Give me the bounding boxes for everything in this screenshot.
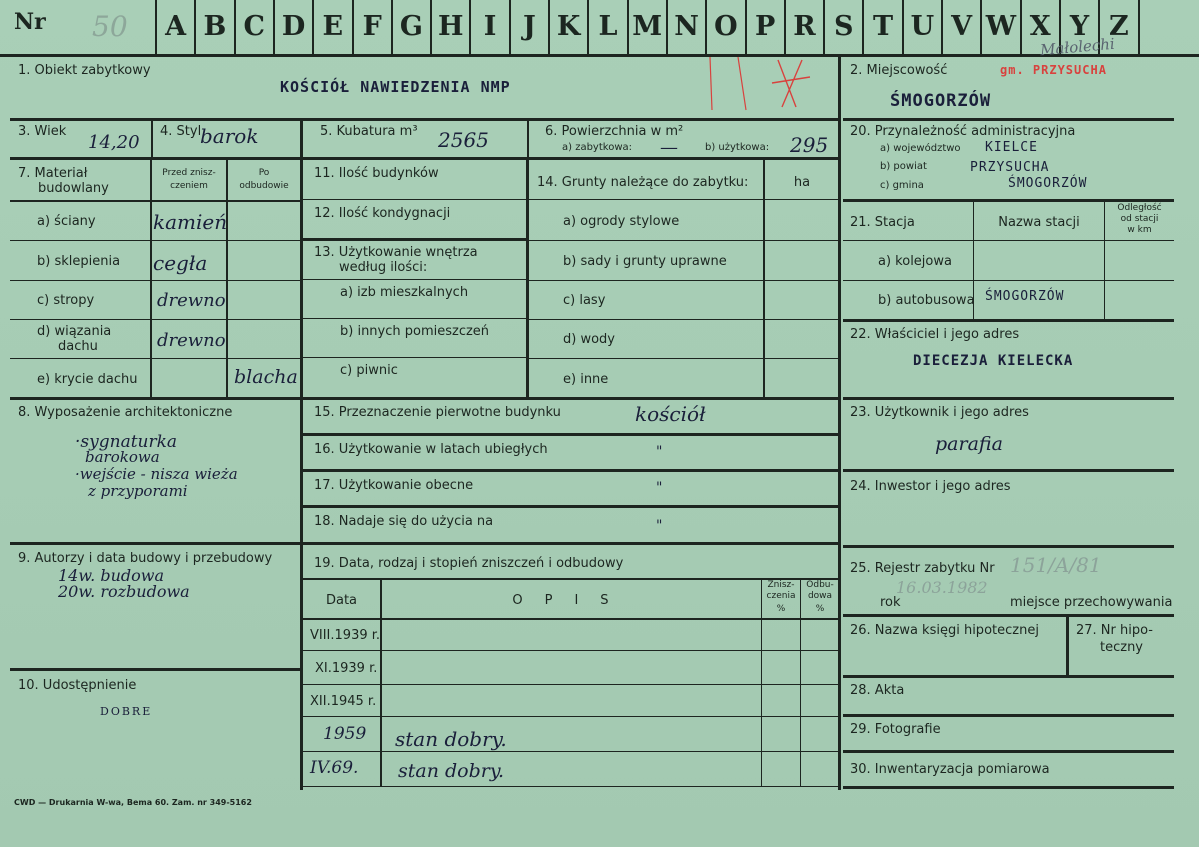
label-14: 14. Grunty należące do zabytku: bbox=[537, 175, 749, 190]
value-sciany: kamień bbox=[153, 210, 228, 234]
r-row21a bbox=[843, 240, 1174, 241]
index-divider bbox=[430, 0, 432, 54]
value-wiazania: drewno bbox=[157, 330, 226, 351]
value-miejscowosc: ŚMOGORZÓW bbox=[890, 91, 992, 111]
label-odbu3: % bbox=[815, 604, 825, 614]
r-row26 bbox=[843, 675, 1174, 678]
r-row25 bbox=[843, 614, 1174, 617]
mat-head-line bbox=[10, 200, 300, 202]
index-divider bbox=[705, 0, 707, 54]
value-udostepnienie: DOBRE bbox=[100, 705, 153, 718]
mat-line3 bbox=[10, 319, 300, 320]
label-7e: e) krycie dachu bbox=[37, 372, 138, 387]
t19-line4 bbox=[303, 751, 839, 752]
index-letter-e: E bbox=[322, 11, 344, 42]
label-14e: e) inne bbox=[563, 372, 609, 387]
label-7c: c) stropy bbox=[37, 293, 95, 308]
value-wiek: 14,20 bbox=[88, 132, 140, 153]
label-6a: a) zabytkowa: bbox=[562, 142, 632, 153]
nr-value: 50 bbox=[92, 10, 128, 43]
mid-line1 bbox=[303, 199, 526, 200]
index-divider bbox=[391, 0, 393, 54]
label-znisz2: czenia bbox=[766, 591, 796, 601]
index-letter-m: M bbox=[632, 11, 663, 42]
index-divider bbox=[627, 0, 629, 54]
label-15: 15. Przeznaczenie pierwotne budynku bbox=[314, 405, 561, 420]
r-row28 bbox=[843, 714, 1174, 717]
gr-line5 bbox=[529, 358, 839, 359]
label-7b2: b) sklepienia bbox=[37, 254, 121, 269]
value-uzytk-lata: " bbox=[656, 444, 663, 460]
index-divider bbox=[784, 0, 786, 54]
row-9 bbox=[10, 668, 300, 671]
date-row-2: XI.1939 r. bbox=[315, 661, 378, 676]
index-letter-p: P bbox=[754, 11, 776, 42]
label-27b: teczny bbox=[1100, 640, 1143, 655]
v-kubatura bbox=[527, 120, 529, 158]
row-397 bbox=[10, 397, 839, 400]
label-20a: a) województwo bbox=[880, 143, 961, 154]
v-data bbox=[380, 580, 382, 786]
header-divider bbox=[0, 54, 1199, 57]
index-divider bbox=[509, 0, 511, 54]
value-nadaje-sie: " bbox=[656, 518, 663, 534]
index-divider bbox=[194, 0, 196, 54]
index-divider bbox=[548, 0, 550, 54]
label-30: 30. Inwentaryzacja pomiarowa bbox=[850, 762, 1050, 777]
label-odl3: w km bbox=[1127, 225, 1152, 235]
label-po2: odbudowie bbox=[239, 181, 289, 191]
value-pencil-note: Małolechi bbox=[1039, 34, 1116, 60]
label-25-miejsce: miejsce przechowywania bbox=[1010, 595, 1173, 610]
t19-line5 bbox=[303, 786, 839, 787]
value-powiat: PRZYSUCHA bbox=[970, 160, 1050, 175]
date-row-1: VIII.1939 r. bbox=[310, 628, 381, 643]
value-obiekt: KOŚCIÓŁ NAWIEDZENIA NMP bbox=[280, 78, 511, 96]
label-20: 20. Przynależność administracyjna bbox=[850, 124, 1076, 139]
r-row23 bbox=[843, 469, 1174, 472]
index-letter-d: D bbox=[281, 11, 306, 42]
mid-line2 bbox=[303, 238, 526, 241]
index-divider bbox=[823, 0, 825, 54]
value-krycie: blacha bbox=[234, 366, 298, 388]
r-row29 bbox=[843, 750, 1174, 753]
col-divider-1 bbox=[300, 120, 303, 790]
value-rejestr-rok: 16.03.1982 bbox=[896, 578, 988, 597]
label-ha: ha bbox=[793, 175, 811, 190]
value-date-1969: IV.69. bbox=[310, 758, 359, 778]
index-letter-i: I bbox=[483, 11, 497, 42]
value-gmina-red: gm. PRZYSUCHA bbox=[1000, 63, 1107, 77]
index-letter-s: S bbox=[833, 11, 854, 42]
v-mat2 bbox=[226, 160, 228, 398]
index-letter-c: C bbox=[243, 11, 265, 42]
label-21: 21. Stacja bbox=[850, 215, 915, 230]
mid-line4 bbox=[303, 318, 526, 319]
mat-line4 bbox=[10, 358, 300, 359]
mid-line5 bbox=[303, 357, 526, 358]
row-15 bbox=[303, 433, 839, 436]
r-row21b bbox=[843, 280, 1174, 281]
label-21b: b) autobusowa bbox=[878, 293, 975, 308]
index-divider bbox=[1020, 0, 1022, 54]
mat-line1 bbox=[10, 240, 300, 241]
label-14c: c) lasy bbox=[563, 293, 606, 308]
label-25: 25. Rejestr zabytku Nr bbox=[850, 561, 995, 576]
label-7: 7. Materiał bbox=[18, 166, 88, 181]
value-kubatura: 2565 bbox=[438, 128, 489, 152]
label-25-rok: rok bbox=[880, 595, 901, 610]
label-12: 12. Ilość kondygnacji bbox=[314, 206, 451, 221]
index-divider bbox=[902, 0, 904, 54]
label-11: 11. Ilość budynków bbox=[314, 166, 439, 181]
index-letter-f: F bbox=[362, 11, 382, 42]
label-7d: d) wiązania bbox=[37, 324, 112, 339]
index-divider bbox=[155, 0, 157, 54]
value-wojewodztwo: KIELCE bbox=[985, 140, 1038, 155]
printer-note: CWD — Drukarnia W-wa, Bema 60. Zam. nr 349-5162 bbox=[14, 798, 252, 807]
label-10: 10. Udostępnienie bbox=[18, 678, 137, 693]
label-4: 4. Styl bbox=[160, 124, 202, 139]
t19-line3 bbox=[303, 716, 839, 717]
value-wlasciciel: DIECEZJA KIELECKA bbox=[913, 353, 1074, 369]
r-row20 bbox=[843, 199, 1174, 202]
index-divider bbox=[352, 0, 354, 54]
value-sklepienia: cegła bbox=[153, 251, 208, 275]
row1-line-right bbox=[843, 118, 1174, 121]
date-row-3: XII.1945 r. bbox=[310, 694, 377, 709]
index-letter-u: U bbox=[910, 11, 935, 42]
v-hipo bbox=[1066, 616, 1069, 676]
r-row24 bbox=[843, 545, 1174, 548]
value-date-1959: 1959 bbox=[323, 724, 367, 744]
col-divider-2 bbox=[838, 57, 841, 790]
value-opis-1959: stan dobry. bbox=[395, 727, 507, 751]
value-rejestr-nr: 151/A/81 bbox=[1010, 553, 1102, 577]
value-wyposazenie-2: barokowa bbox=[85, 448, 160, 466]
label-19: 19. Data, rodzaj i stopień zniszczeń i odbudowy bbox=[314, 556, 624, 571]
label-7d2: dachu bbox=[58, 339, 98, 354]
label-2: 2. Miejscowość bbox=[850, 63, 948, 78]
label-nazwa-stacji: Nazwa stacji bbox=[998, 215, 1080, 230]
label-14a: a) ogrody stylowe bbox=[563, 214, 680, 229]
row-17 bbox=[303, 505, 839, 508]
label-27: 27. Nr hipo- bbox=[1076, 623, 1153, 638]
row1-line bbox=[10, 118, 839, 121]
label-6b: b) użytkowa: bbox=[705, 142, 770, 153]
row2-line bbox=[10, 157, 839, 160]
value-autorzy-2: 20w. rozbudowa bbox=[58, 582, 190, 601]
value-uzytkownik: parafia bbox=[935, 433, 1003, 455]
index-divider bbox=[745, 0, 747, 54]
v-wiek bbox=[151, 120, 153, 158]
label-13a: a) izb mieszkalnych bbox=[340, 285, 469, 300]
v-mid bbox=[526, 160, 529, 398]
value-styl: barok bbox=[200, 124, 259, 148]
index-letter-l: L bbox=[598, 11, 618, 42]
label-29: 29. Fotografie bbox=[850, 722, 941, 737]
gr-line1 bbox=[529, 199, 839, 200]
label-odbu2: dowa bbox=[807, 591, 833, 601]
label-po: Po bbox=[258, 168, 270, 178]
label-20c: c) gmina bbox=[880, 180, 924, 191]
label-3: 3. Wiek bbox=[18, 124, 67, 139]
label-21a: a) kolejowa bbox=[878, 254, 952, 269]
index-divider bbox=[941, 0, 943, 54]
index-letter-a: A bbox=[165, 11, 187, 42]
label-8: 8. Wyposażenie architektoniczne bbox=[18, 405, 233, 420]
index-divider bbox=[273, 0, 275, 54]
row-19-head bbox=[303, 618, 839, 620]
label-22: 22. Właściciel i jego adres bbox=[850, 327, 1020, 342]
index-letter-r: R bbox=[793, 11, 816, 42]
label-24: 24. Inwestor i jego adres bbox=[850, 479, 1011, 494]
index-divider bbox=[312, 0, 314, 54]
v-mat1 bbox=[150, 160, 152, 398]
row-8 bbox=[10, 542, 300, 545]
index-letter-x: X bbox=[1029, 11, 1051, 42]
label-przed: Przed znisz- bbox=[162, 168, 216, 178]
index-letter-w: W bbox=[985, 11, 1017, 42]
index-letter-y: Y bbox=[1069, 11, 1090, 42]
label-17: 17. Użytkowanie obecne bbox=[314, 478, 474, 493]
r-row21 bbox=[843, 319, 1174, 322]
value-autorzy-1: 14w. budowa bbox=[58, 566, 164, 585]
value-przeznaczenie: kościół bbox=[635, 402, 706, 426]
index-divider bbox=[980, 0, 982, 54]
gr-line2 bbox=[529, 240, 839, 241]
index-letter-g: G bbox=[399, 11, 423, 42]
label-przed2: czeniem bbox=[170, 181, 208, 191]
value-stropy: drewno bbox=[157, 290, 226, 311]
label-18: 18. Nadaje się do użycia na bbox=[314, 514, 494, 529]
row-18 bbox=[303, 542, 839, 545]
gr-line4 bbox=[529, 319, 839, 320]
value-wyposazenie-1: ·sygnaturka bbox=[75, 432, 178, 452]
label-6: 6. Powierzchnia w m² bbox=[545, 124, 684, 139]
gr-line3 bbox=[529, 280, 839, 281]
row-16 bbox=[303, 469, 839, 472]
label-9: 9. Autorzy i data budowy i przebudowy bbox=[18, 551, 273, 566]
value-wyposazenie-4: z przyporami bbox=[88, 482, 188, 500]
index-letter-j: J bbox=[522, 11, 536, 42]
index-divider bbox=[234, 0, 236, 54]
index-divider bbox=[1138, 0, 1140, 54]
index-letter-o: O bbox=[714, 11, 738, 42]
index-letter-k: K bbox=[556, 11, 581, 42]
label-odbu1: Odbu- bbox=[806, 580, 834, 590]
index-divider bbox=[587, 0, 589, 54]
index-letter-t: T bbox=[872, 11, 894, 42]
value-wyposazenie-3: ·wejście - nisza wieża bbox=[75, 465, 238, 483]
nr-label: Nr bbox=[14, 9, 46, 35]
red-pencil-marks bbox=[700, 55, 830, 115]
label-26: 26. Nazwa księgi hipotecznej bbox=[850, 623, 1039, 638]
index-letter-v: V bbox=[951, 11, 973, 42]
value-uzytk-obecne: " bbox=[656, 480, 663, 496]
mid-line3 bbox=[303, 279, 526, 280]
r-row30 bbox=[843, 786, 1174, 789]
v-ha bbox=[763, 160, 765, 398]
label-14d: d) wody bbox=[563, 332, 615, 347]
label-7b: budowlany bbox=[38, 181, 109, 196]
label-13b: według ilości: bbox=[339, 260, 428, 275]
label-23: 23. Użytkownik i jego adres bbox=[850, 405, 1029, 420]
value-autobus: ŚMOGORZÓW bbox=[985, 289, 1065, 304]
label-odl2: od stacji bbox=[1120, 214, 1159, 224]
label-1: 1. Obiekt zabytkowy bbox=[18, 63, 151, 78]
index-letter-n: N bbox=[674, 11, 699, 42]
index-letter-b: B bbox=[203, 11, 227, 42]
label-data: Data bbox=[325, 593, 358, 608]
label-13: 13. Użytkowanie wnętrza bbox=[314, 245, 478, 260]
t19-line1 bbox=[303, 650, 839, 651]
t19-line2 bbox=[303, 684, 839, 685]
label-5: 5. Kubatura m³ bbox=[320, 124, 418, 139]
value-opis-1969: stan dobry. bbox=[398, 760, 505, 782]
label-20b: b) powiat bbox=[880, 161, 927, 172]
index-divider bbox=[862, 0, 864, 54]
label-znisz1: Znisz- bbox=[767, 580, 795, 590]
label-13c: c) piwnic bbox=[340, 363, 398, 378]
r-row22 bbox=[843, 397, 1174, 400]
index-divider bbox=[469, 0, 471, 54]
label-14b: b) sady i grunty uprawne bbox=[563, 254, 727, 269]
label-16: 16. Użytkowanie w latach ubiegłych bbox=[314, 442, 548, 457]
label-28: 28. Akta bbox=[850, 683, 905, 698]
index-letter-z: Z bbox=[1108, 11, 1129, 42]
mat-line2 bbox=[10, 280, 300, 281]
value-pow-zab: — bbox=[660, 137, 678, 158]
index-letter-h: H bbox=[437, 11, 464, 42]
label-odl1: Odległość bbox=[1117, 203, 1162, 213]
label-znisz3: % bbox=[776, 604, 786, 614]
index-divider bbox=[666, 0, 668, 54]
value-gmina: ŚMOGORZÓW bbox=[1008, 176, 1088, 191]
label-7a: a) ściany bbox=[37, 214, 96, 229]
label-opis: OPIS bbox=[512, 593, 631, 608]
row-19 bbox=[303, 578, 839, 580]
value-pow-uzyt: 295 bbox=[790, 133, 829, 157]
label-13bb: b) innych pomieszczeń bbox=[340, 324, 490, 339]
